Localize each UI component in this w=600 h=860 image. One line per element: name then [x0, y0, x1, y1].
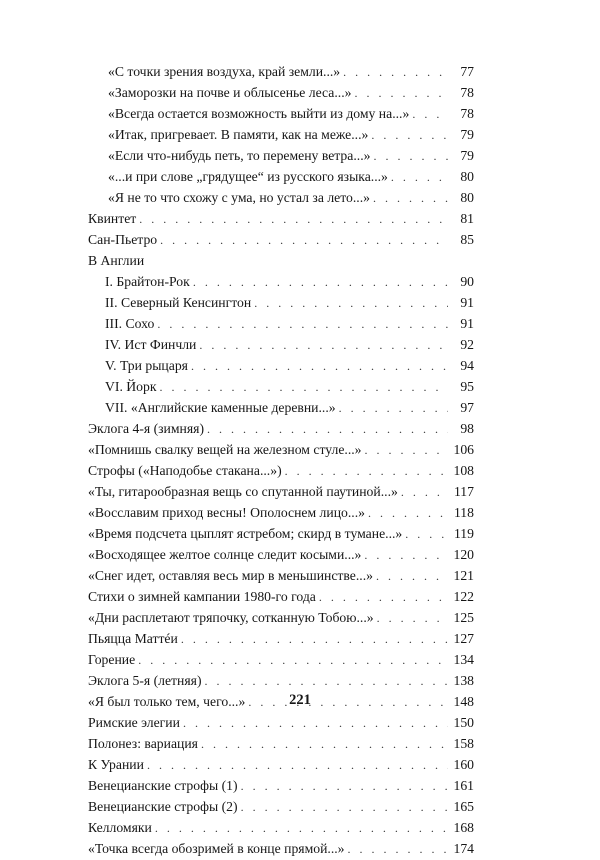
toc-entry-page: 122	[453, 589, 474, 604]
toc-entry	[88, 313, 474, 334]
dot-leader	[339, 398, 448, 419]
toc-entry	[88, 502, 474, 523]
toc-entry	[88, 292, 474, 313]
toc-entry-page: 119	[453, 526, 474, 541]
toc-entry-title: Стихи о зимней кампании 1980-го года	[88, 586, 319, 607]
toc-entry	[88, 838, 474, 859]
toc-entry-title: К Урании	[88, 754, 147, 775]
dot-leader	[405, 524, 448, 545]
dot-leader	[368, 503, 448, 524]
toc-entry	[88, 439, 474, 460]
dot-leader	[343, 62, 448, 83]
dot-leader	[354, 83, 448, 104]
toc-entry-page: 134	[453, 652, 474, 667]
dot-leader	[241, 776, 448, 797]
toc-entry-page: 78	[460, 85, 474, 100]
toc-entry	[88, 334, 474, 355]
toc-entry-title: Строфы («Наподобье стакана...»)	[88, 460, 285, 481]
toc-entry	[88, 481, 474, 502]
toc-entry-page: 158	[453, 736, 474, 751]
toc-entry-title: В Англии	[88, 250, 147, 271]
toc-entry-page: 161	[453, 778, 474, 793]
toc-entry-title: «С точки зрения воздуха, край земли...»	[108, 61, 343, 82]
toc-entry-title: «Дни расплетают тряпочку, сотканную Тобою...»	[88, 607, 377, 628]
toc-entry-title: Эклога 4-я (зимняя)	[88, 418, 207, 439]
toc-entry	[88, 586, 474, 607]
dot-leader	[201, 734, 448, 755]
toc-entry-page: 121	[453, 568, 474, 583]
toc-entry	[88, 775, 474, 796]
toc-entry-page: 98	[460, 421, 474, 436]
toc-entry-title: Римские элегии	[88, 712, 183, 733]
toc-entry	[88, 628, 474, 649]
dot-leader	[285, 461, 448, 482]
toc-entry-title: «Я не то что схожу с ума, но устал за лето...»	[108, 187, 373, 208]
dot-leader	[139, 209, 448, 230]
dot-leader	[376, 566, 448, 587]
toc-entry-page: 168	[453, 820, 474, 835]
toc-entry	[88, 61, 474, 82]
toc-entry-title: «Я был только тем, чего...»	[88, 691, 248, 712]
toc-entry	[88, 250, 474, 271]
toc-entry-page: 174	[453, 841, 474, 856]
toc-entry-page: 127	[453, 631, 474, 646]
toc-entry-page: 80	[460, 169, 474, 184]
toc-entry-title: Эклога 5-я (летняя)	[88, 670, 205, 691]
dot-leader	[181, 629, 448, 650]
toc-entry-title: «Помнишь свалку вещей на железном стуле...»	[88, 439, 365, 460]
toc-entry-page: 94	[460, 358, 474, 373]
toc-entry-title: Келломяки	[88, 817, 155, 838]
toc-entry-page: 165	[453, 799, 474, 814]
toc-entry-title: «Восславим приход весны! Ополоснем лицо...»	[88, 502, 368, 523]
toc-entry-page: 97	[460, 400, 474, 415]
dot-leader	[364, 545, 448, 566]
toc-entry-page: 79	[460, 148, 474, 163]
toc-entry-title: Сан-Пьетро	[88, 229, 160, 250]
dot-leader	[377, 608, 448, 629]
toc-entry-title: Горение	[88, 649, 138, 670]
toc-entry-page: 148	[453, 694, 474, 709]
toc-entry	[88, 145, 474, 166]
toc-entry	[88, 82, 474, 103]
dot-leader	[348, 839, 448, 860]
toc-entry-page: 125	[453, 610, 474, 625]
dot-leader	[373, 146, 448, 167]
toc-entry	[88, 187, 474, 208]
table-of-contents	[88, 61, 474, 859]
toc-entry-page: 85	[460, 232, 474, 247]
toc-entry	[88, 649, 474, 670]
toc-entry-title: «Ты, гитарообразная вещь со спутанной паутиной...»	[88, 481, 401, 502]
toc-entry	[88, 523, 474, 544]
toc-entry-title: IV. Ист Финчли	[105, 334, 199, 355]
toc-entry-page: 120	[453, 547, 474, 562]
toc-entry-title: VI. Йорк	[105, 376, 160, 397]
dot-leader	[391, 167, 448, 188]
dot-leader	[157, 314, 448, 335]
dot-leader	[241, 797, 448, 818]
toc-entry-title: «Заморозки на почве и облысенье леса...»	[108, 82, 354, 103]
toc-entry-title: «Точка всегда обозримей в конце прямой...»	[88, 838, 348, 859]
toc-entry	[88, 376, 474, 397]
toc-entry-page: 95	[460, 379, 474, 394]
dot-leader	[254, 293, 448, 314]
toc-entry-page: 138	[453, 673, 474, 688]
page-number: 221	[289, 692, 311, 708]
dot-leader	[373, 188, 448, 209]
toc-entry-page: 90	[460, 274, 474, 289]
toc-entry	[88, 460, 474, 481]
toc-entry-page: 77	[460, 64, 474, 79]
toc-entry-page: 91	[460, 316, 474, 331]
dot-leader	[412, 104, 448, 125]
toc-entry	[88, 124, 474, 145]
dot-leader	[155, 818, 448, 839]
toc-entry-title: V. Три рыцаря	[105, 355, 191, 376]
toc-entry	[88, 607, 474, 628]
toc-entry-page: 80	[460, 190, 474, 205]
toc-entry	[88, 733, 474, 754]
toc-entry	[88, 208, 474, 229]
dot-leader	[160, 377, 448, 398]
toc-entry-title: «Всегда остается возможность выйти из дому на...»	[108, 103, 412, 124]
toc-entry-page: 108	[453, 463, 474, 478]
dot-leader	[191, 356, 448, 377]
dot-leader	[371, 125, 448, 146]
toc-entry-title: «Итак, пригревает. В памяти, как на меже...»	[108, 124, 371, 145]
toc-entry	[88, 166, 474, 187]
toc-entry	[88, 103, 474, 124]
toc-entry-page: 81	[460, 211, 474, 226]
toc-entry-page: 106	[453, 442, 474, 457]
toc-entry-page: 91	[460, 295, 474, 310]
dot-leader	[365, 440, 448, 461]
toc-entry-title: Венецианские строфы (2)	[88, 796, 241, 817]
toc-entry-page: 118	[453, 505, 474, 520]
toc-entry-title: «Если что-нибудь петь, то перемену ветра...»	[108, 145, 373, 166]
toc-entry-title: Пьяцца Маттéи	[88, 628, 181, 649]
toc-entry-title: Венецианские строфы (1)	[88, 775, 241, 796]
toc-entry	[88, 418, 474, 439]
toc-entry	[88, 397, 474, 418]
toc-entry-title: I. Брайтон-Рок	[105, 271, 193, 292]
dot-leader	[319, 587, 448, 608]
toc-entry-page: 150	[453, 715, 474, 730]
toc-entry	[88, 754, 474, 775]
dot-leader	[138, 650, 448, 671]
dot-leader	[207, 419, 448, 440]
toc-entry	[88, 271, 474, 292]
toc-entry-title: Полонез: вариация	[88, 733, 201, 754]
toc-entry-page: 160	[453, 757, 474, 772]
toc-entry	[88, 565, 474, 586]
toc-entry-page: 78	[460, 106, 474, 121]
toc-entry	[88, 817, 474, 838]
toc-entry	[88, 229, 474, 250]
toc-entry-title: III. Сохо	[105, 313, 157, 334]
dot-leader	[160, 230, 448, 251]
toc-entry-title: «Снег идет, оставляя весь мир в меньшинстве...»	[88, 565, 376, 586]
toc-entry	[88, 670, 474, 691]
dot-leader	[205, 671, 448, 692]
toc-entry	[88, 544, 474, 565]
toc-entry-page: 117	[453, 484, 474, 499]
toc-entry	[88, 355, 474, 376]
toc-entry-page: 79	[460, 127, 474, 142]
dot-leader	[199, 335, 448, 356]
toc-entry	[88, 712, 474, 733]
toc-entry-title: «...и при слове „грядущее“ из русского языка...»	[108, 166, 391, 187]
toc-entry-page: 92	[460, 337, 474, 352]
toc-entry-title: Квинтет	[88, 208, 139, 229]
toc-entry-title: «Время подсчета цыплят ястребом; скирд в тумане...»	[88, 523, 405, 544]
dot-leader	[183, 713, 448, 734]
dot-leader	[401, 482, 448, 503]
toc-entry	[88, 796, 474, 817]
toc-entry-title: «Восходящее желтое солнце следит косыми...»	[88, 544, 364, 565]
toc-entry-title: VII. «Английские каменные деревни...»	[105, 397, 339, 418]
dot-leader	[193, 272, 448, 293]
toc-entry-title: II. Северный Кенсингтон	[105, 292, 254, 313]
dot-leader	[147, 755, 448, 776]
